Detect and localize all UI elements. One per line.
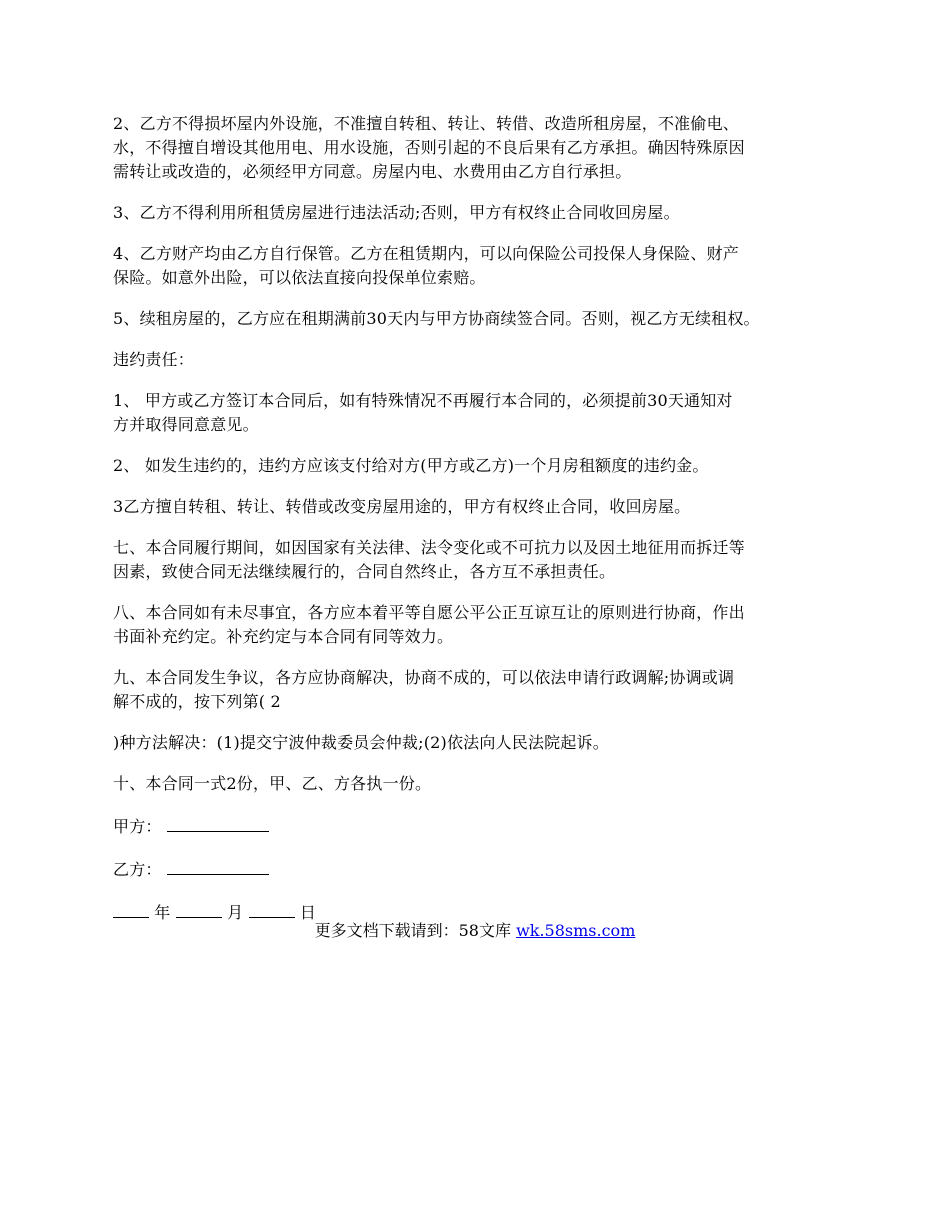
date-month-label: 月: [227, 903, 244, 922]
party-a-label: 甲方：: [113, 817, 162, 836]
text-line: 因素，致使合同无法继续履行的，合同自然终止，各方互不承担责任。: [113, 562, 616, 581]
text-line: 书面补充约定。补充约定与本合同有同等效力。: [113, 627, 454, 646]
clause-2: [113, 112, 848, 184]
liability-item-3: [113, 495, 848, 519]
text-line: 水，不得擅自增设其他用电、用水设施，否则引起的不良后果有乙方承担。确因特殊原因: [113, 138, 745, 157]
liability-item-1: [113, 389, 848, 437]
date-month-blank: [176, 899, 222, 918]
clause-seven: [113, 536, 848, 584]
download-footer: [0, 919, 950, 943]
clause-4: [113, 242, 848, 290]
text-line: 2、乙方不得损坏屋内外设施，不准擅自转租、转让、转借、改造所租房屋，不准偷电、: [113, 114, 739, 133]
text-line: 5、续租房屋的，乙方应在租期满前30天内与甲方协商续签合同。否则，视乙方无续租权。: [113, 309, 760, 328]
text-line: 4、乙方财产均由乙方自行保管。乙方在租赁期内，可以向保险公司投保人身保险、财产: [113, 244, 739, 263]
text-line: 十、本合同一式2份，甲、乙、方各执一份。: [113, 774, 432, 793]
text-line: 八、本合同如有未尽事宜，各方应本着平等自愿公平公正互谅互让的原则进行协商，作出: [113, 603, 745, 622]
text-line: 保险。如意外出险，可以依法直接向投保单位索赔。: [113, 268, 486, 287]
footer-site-link[interactable]: wk.58sms.com: [516, 921, 636, 940]
date-day-label: 日: [299, 903, 317, 922]
text-line: )种方法解决：(1)提交宁波仲裁委员会仲裁;(2)依法向人民法院起诉。: [113, 733, 609, 752]
clause-eight: [113, 601, 848, 649]
text-line: 需转让或改造的，必须经甲方同意。房屋内电、水费用由乙方自行承担。: [113, 162, 632, 181]
clause-nine-continued: [113, 731, 848, 755]
text-line: 违约责任：: [113, 350, 195, 369]
footer-prefix: 更多文档下载请到：58文库: [314, 921, 517, 940]
clause-nine: [113, 666, 848, 714]
text-line: 解不成的，按下列第( 2: [113, 692, 281, 711]
text-line: 3乙方擅自转租、转让、转借或改变房屋用途的，甲方有权终止合同，收回房屋。: [113, 497, 691, 516]
date-day-blank: [249, 899, 295, 918]
date-year-label: 年: [154, 903, 171, 922]
date-year-blank: [113, 899, 149, 918]
party-a-signature: [113, 813, 848, 839]
party-b-label: 乙方：: [113, 860, 162, 879]
text-line: 3、乙方不得利用所租赁房屋进行违法活动;否则，甲方有权终止合同收回房屋。: [113, 203, 680, 222]
party-a-signature-line: [167, 813, 269, 832]
text-line: 1、 甲方或乙方签订本合同后，如有特殊情况不再履行本合同的，必须提前30天通知对: [113, 391, 733, 410]
clause-ten: [113, 772, 848, 796]
clause-5: [113, 307, 848, 331]
text-line: 九、本合同发生争议，各方应协商解决，协商不成的，可以依法申请行政调解;协调或调: [113, 668, 735, 687]
document-body: [113, 112, 848, 942]
party-b-signature: [113, 856, 848, 882]
text-line: 七、本合同履行期间，如因国家有关法律、法令变化或不可抗力以及因土地征用而拆迁等: [113, 538, 745, 557]
liability-heading: [113, 348, 848, 372]
party-b-signature-line: [167, 856, 269, 875]
liability-item-2: [113, 454, 848, 478]
clause-3: [113, 201, 848, 225]
text-line: 方并取得同意意见。: [113, 415, 259, 434]
text-line: 2、 如发生违约的，违约方应该支付给对方(甲方或乙方)一个月房租额度的违约金。: [113, 456, 709, 475]
